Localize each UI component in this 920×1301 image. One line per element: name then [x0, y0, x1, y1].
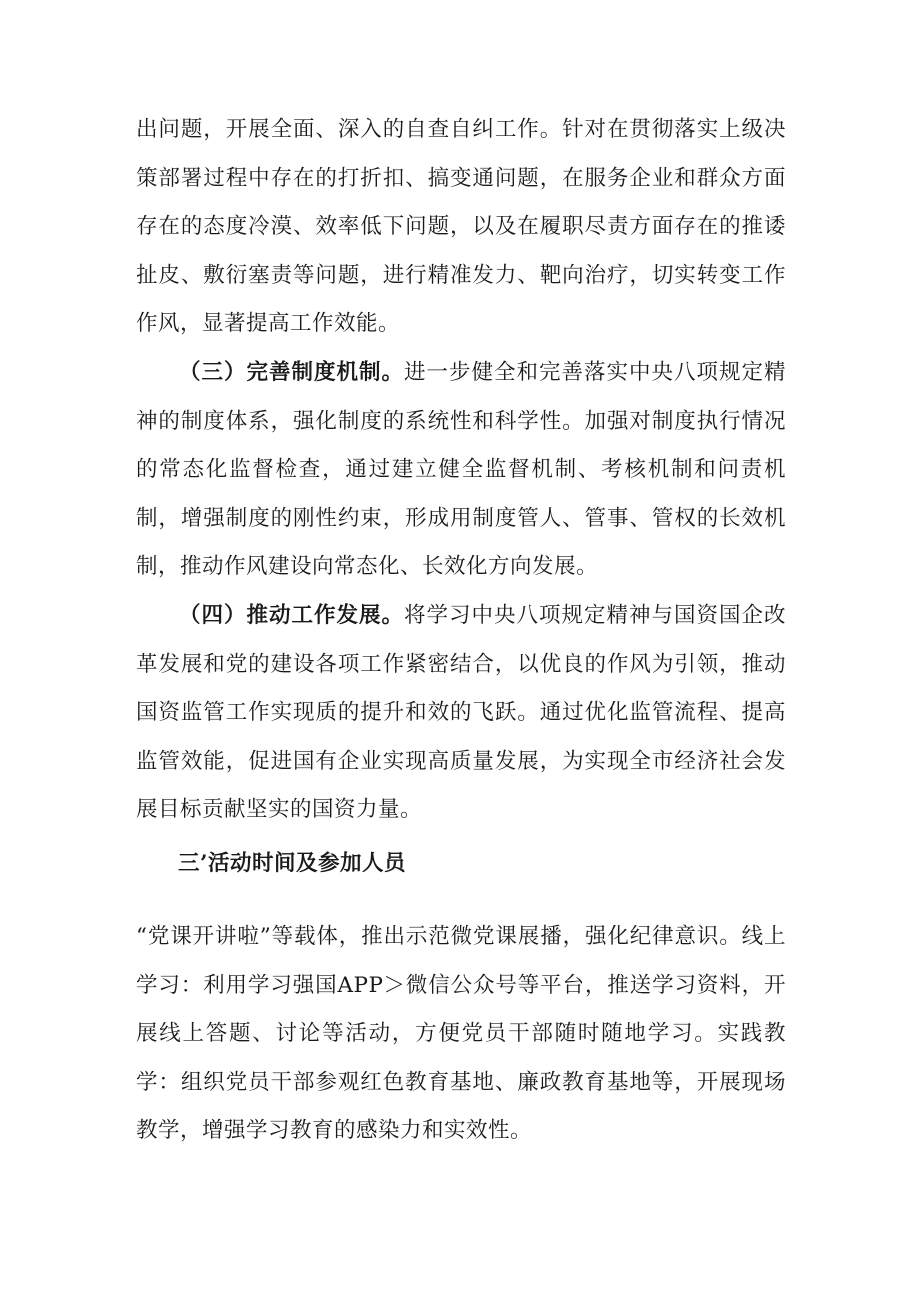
section-title-promote-work: （四）推动工作发展。	[179, 603, 404, 628]
section-body-improve-system: 进一步健全和完善落实中央八项规定精神的制度体系，强化制度的系统性和科学性。加强对制度执行情况的常态化监督检查，通过建立健全监督机制、考核机制和问责机制，增强制度的刚性约束，形成用制度管人、管事、管权的长效机制，推动作风建设向常态化、长效化方向发展。	[136, 360, 786, 580]
section-body-promote-work: 将学习中央八项规定精神与国资国企改革发展和党的建设各项工作紧密结合，以优良的作风为引领，推动国资监管工作实现质的提升和效的飞跃。通过优化监管流程、提高监管效能，促进国有企业实现高质量发展，为实现全市经济社会发展目标贡献坚实的国资力量。	[136, 603, 786, 823]
paragraph-self-inspection: 出问题，开展全面、深入的自查自纠工作。针对在贯彻落实上级决策部署过程中存在的打折扣、搞变通问题，在服务企业和群众方面存在的态度冷漠、效率低下问题，以及在履职尽责方面存在的推诿扯皮、敷衍塞责等问题，进行精准发力、靶向治疗，切实转变工作作风，显著提高工作效能。	[136, 117, 786, 337]
section-title-improve-system: （三）完善制度机制。	[179, 360, 404, 385]
paragraph-learning-methods: “党课开讲啦”等载体，推出示范微党课展播，强化纪律意识。线上学习：利用学习强国APP＞微信公众号等平台，推送学习资料，开展线上答题、讨论等活动，方便党员干部随时随地学习。实践教学：组织党员干部参观红色教育基地、廉政教育基地等，开展现场教学，增强学习教育的感染力和实效性。	[136, 924, 786, 1144]
section-heading-activity-time: 三’活动时间及参加人员	[178, 851, 406, 876]
paragraph-promote-work	[136, 592, 786, 835]
paragraph-improve-system	[136, 349, 786, 592]
